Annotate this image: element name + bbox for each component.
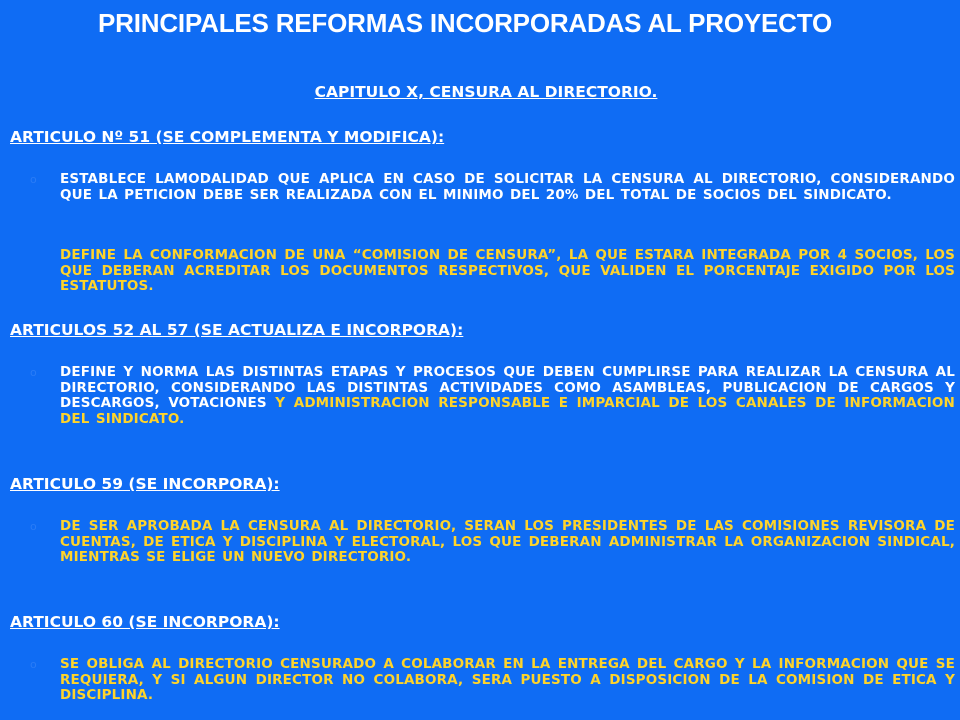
- slide-title: PRINCIPALES REFORMAS INCORPORADAS AL PROYECTO: [98, 8, 832, 38]
- section-heading-art-59: ARTICULO 59 (SE INCORPORA):: [10, 475, 280, 493]
- bullet-text: SE OBLIGA AL DIRECTORIO CENSURADO A COLABORAR EN LA ENTREGA DEL CARGO Y LA INFORMACION QUE SE REQUIERA, Y SI ALGUN DIRECTOR NO COLABORA, SERA PUESTO A DISPOSICION DE LA COMISION DE ETICA Y DISCIPLINA.: [60, 656, 955, 703]
- chapter-heading: CAPITULO X, CENSURA AL DIRECTORIO.: [314, 83, 658, 101]
- bullet-icon: o: [30, 520, 37, 533]
- bullet-text-yellow-part: Y ADMINISTRACION RESPONSABLE E IMPARCIAL DE LOS CANALES DE INFORMACION DEL SINDICATO.: [60, 395, 956, 427]
- bullet-icon: o: [30, 658, 37, 671]
- bullet-continuation-text: DEFINE LA CONFORMACION DE UNA “COMISION DE CENSURA”, LA QUE ESTARA INTEGRADA POR 4 SOCIOS, LOS QUE DEBERAN ACREDITAR LOS DOCUMENTOS RESPECTIVOS, QUE VALIDEN EL PORCENTAJE EXIGIDO POR LOS ESTATUTOS.: [60, 247, 955, 294]
- section-heading-art-51: ARTICULO Nº 51 (SE COMPLEMENTA Y MODIFICA):: [10, 128, 445, 146]
- bullet-text: ESTABLECE LAMODALIDAD QUE APLICA EN CASO DE SOLICITAR LA CENSURA AL DIRECTORIO, CONSIDERANDO QUE LA PETICION DEBE SER REALIZADA CON EL MINIMO DEL 20% DEL TOTAL DE SOCIOS DEL SINDICATO.: [60, 171, 955, 203]
- section-heading-art-52-57: ARTICULOS 52 AL 57 (SE ACTUALIZA E INCORPORA):: [10, 321, 464, 339]
- bullet-icon: o: [30, 366, 37, 379]
- section-heading-art-60: ARTICULO 60 (SE INCORPORA):: [10, 613, 280, 631]
- bullet-text: DE SER APROBADA LA CENSURA AL DIRECTORIO, SERAN LOS PRESIDENTES DE LAS COMISIONES REVISORA DE CUENTAS, DE ETICA Y DISCIPLINA Y ELECTORAL, LOS QUE DEBERAN ADMINISTRAR LA ORGANIZACION SINDICAL, MIENTRAS SE ELIGE UN NUEVO DIRECTORIO.: [60, 518, 955, 565]
- bullet-icon: o: [30, 173, 37, 186]
- bullet-text: [60, 365, 955, 427]
- bullet-text-white-part: DEFINE Y NORMA LAS DISTINTAS ETAPAS Y PROCESOS QUE DEBEN CUMPLIRSE PARA REALIZAR LA CENSURA AL DIRECTORIO, CONSIDERANDO LAS DISTINTAS ACTIVIDADES COMO ASAMBLEAS, PUBLICACION DE CARGOS Y DESCARGOS, VOTACIONES: [60, 364, 955, 411]
